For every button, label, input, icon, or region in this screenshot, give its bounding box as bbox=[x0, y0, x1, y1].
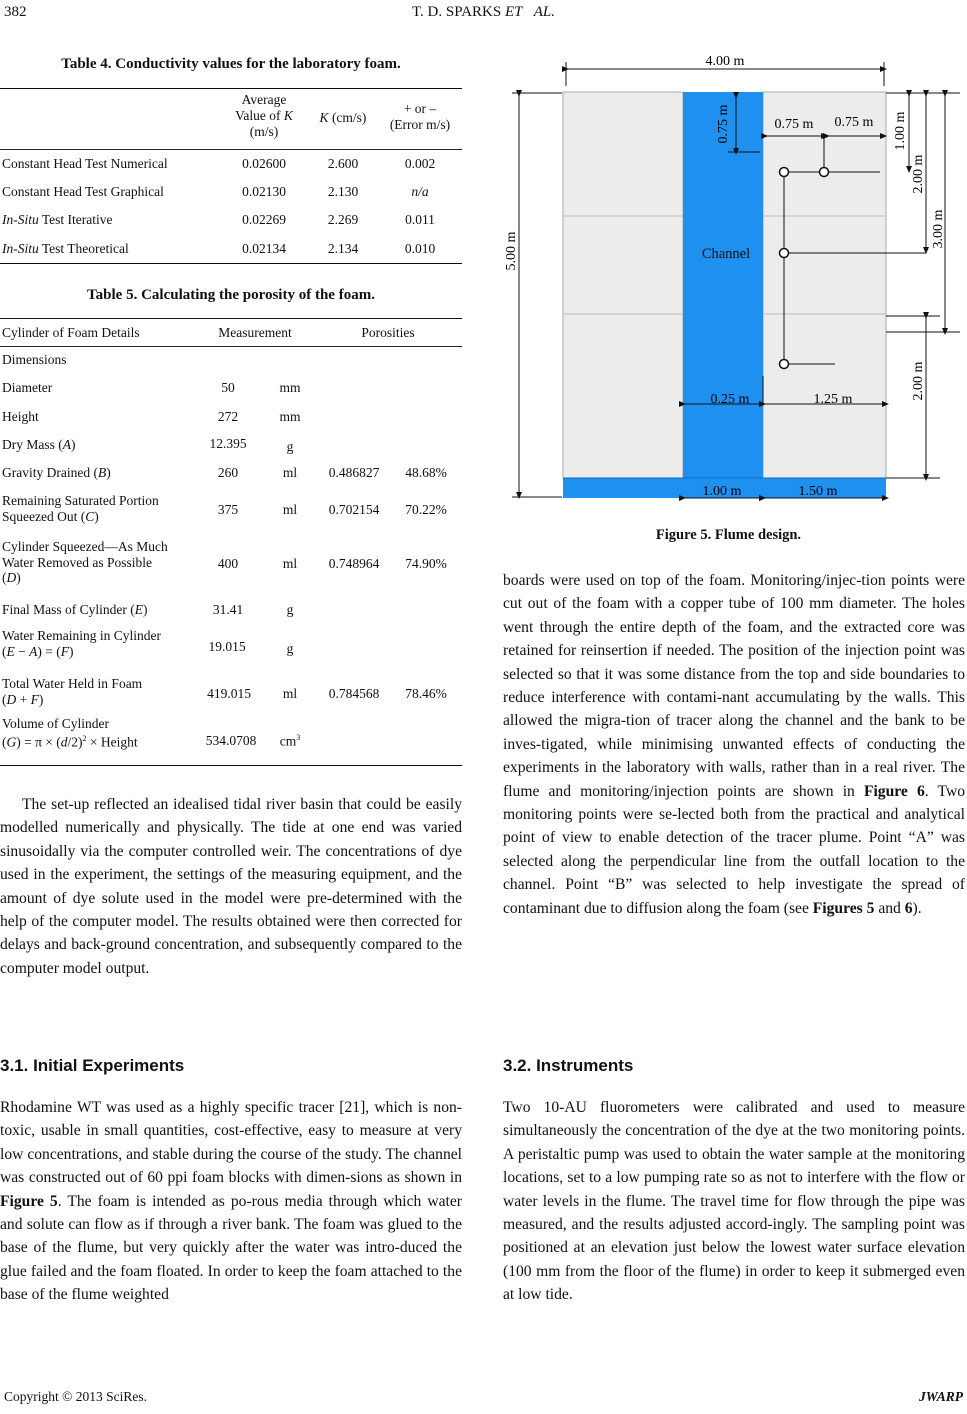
dim-right-w2: 0.75 m bbox=[834, 115, 874, 130]
table5-cell: 272 bbox=[217, 409, 239, 424]
table5-cell: 400 bbox=[217, 556, 239, 571]
table5-cell: ml bbox=[282, 686, 298, 701]
right-column-text bbox=[503, 1096, 965, 1307]
table4-cell: 0.02130 bbox=[242, 184, 286, 199]
table5-cell: 534.0708 bbox=[205, 733, 257, 748]
dim-right-h3: 3.00 m bbox=[931, 209, 946, 249]
foam-left bbox=[563, 92, 683, 478]
table5-cell: 70.22% bbox=[405, 502, 447, 517]
monitoring-point bbox=[780, 249, 789, 258]
table5-cell: mm bbox=[279, 409, 301, 424]
channel-label: Channel bbox=[701, 246, 751, 262]
table5-cell: 0.702154 bbox=[328, 502, 380, 517]
table5-cell: 12.395 bbox=[209, 436, 247, 451]
table5-row-label: Dry Mass (A) bbox=[2, 437, 76, 452]
table4-row-label: Constant Head Test Graphical bbox=[2, 184, 164, 199]
dim-right-h2: 2.00 m bbox=[911, 154, 926, 194]
figure-ref[interactable]: Figures 5 bbox=[812, 899, 875, 917]
page-number: 382 bbox=[4, 4, 27, 20]
figure-ref[interactable]: 6 bbox=[904, 899, 913, 917]
channel bbox=[683, 92, 763, 478]
monitoring-point bbox=[820, 168, 829, 177]
left-column-text bbox=[0, 1096, 462, 1307]
table5 bbox=[0, 0, 462, 770]
table4-row-label: In-Situ Test Theoretical bbox=[2, 241, 129, 256]
table5-cell: 0.486827 bbox=[328, 465, 380, 480]
table4-row-label: In-Situ Test Iterative bbox=[2, 212, 113, 227]
table4-caption: Table 4. Conductivity values for the laboratory foam. bbox=[61, 56, 401, 72]
table5-cell: 78.46% bbox=[405, 686, 447, 701]
table5-cell: g bbox=[286, 439, 294, 454]
table5-cell: ml bbox=[282, 556, 298, 571]
figure5-caption: Figure 5. Flume design. bbox=[655, 527, 802, 543]
table5-cell: 260 bbox=[217, 465, 239, 480]
copyright: Copyright © 2013 SciRes. bbox=[4, 1389, 148, 1404]
table4-cell: 0.02269 bbox=[242, 212, 286, 227]
table5-cell: 0.784568 bbox=[328, 686, 380, 701]
table4-cell: 0.011 bbox=[405, 212, 435, 227]
table5-cell: $cm^3$ bbox=[279, 733, 301, 749]
table5-cell: 419.015 bbox=[207, 686, 251, 701]
dim-top-width: 4.00 m bbox=[705, 54, 745, 69]
paragraph: boards were used on top of the foam. Monitoring/injec-tion points were cut out of the foam with a copper tube of 100 mm diameter. The holes went through the entire depth of the foam, and the extracted core was retained for reinsertion if needed. The position of the injection point was selected so that it was some distance from the top and side boundaries to reduce interference with contami-nant accumulating by the walls. This allowed the migra-tion of tracer along the channel and the bank to be inves-tigated, while minimising unwanted effects of conducting the experiments in the laboratory with walls, rather than in a real river. The flume and monitoring/injection points are shown in Figure 6. Two monitoring points were se-lected both from the practical and analytical point of view to enable detection of the tracer plume. Point “A” was selected along the perpendicular line from the outfall location to the channel. Point “B” was selected to help investigate the spread of contaminant due to diffusion along the foam (see Figures 5 and 6). bbox=[503, 572, 965, 917]
table4-cell: 2.134 bbox=[327, 241, 359, 256]
section-heading: 3.1. Initial Experiments bbox=[0, 1056, 185, 1075]
table4-col-k-cms: K (cm/s) bbox=[319, 110, 367, 125]
table5-header: Measurement bbox=[218, 325, 292, 340]
table4-row-label: Constant Head Test Numerical bbox=[2, 156, 168, 171]
section-heading: 3.2. Instruments bbox=[503, 1056, 634, 1075]
dim-left-height: 5.00 m bbox=[504, 231, 519, 271]
table5-row-label: Dimensions bbox=[2, 352, 67, 367]
table4-cell: 0.010 bbox=[404, 241, 436, 256]
table5-caption: Table 5. Calculating the porosity of the foam. bbox=[87, 287, 375, 303]
paragraph: Rhodamine WT was used as a highly specific tracer [21], which is non-toxic, usable in small quantities, cost-effective, easy to measure at very low concentrations, and stable during the course of the study. The channel was constructed out of 60 ppi foam blocks with dimen-sions as shown in Figure 5. The foam is intended as po-rous media through which water and solute can flow as if through a river bank. The foam was glued to the base of the flume, but very quickly after the water was intro-duced the glue failed and the foam floated. In order to keep the foam attached to the base of the flume weighted bbox=[0, 1099, 462, 1304]
table5-row-label: Remaining Saturated Portion Squeezed Out (C) bbox=[2, 493, 159, 524]
figure5-flume-diagram bbox=[490, 46, 967, 516]
table5-row-label: Cylinder Squeezed—As Much Water Removed as Possible (D) bbox=[2, 539, 168, 586]
table4-cell: 2.600 bbox=[327, 156, 359, 171]
paragraph: The set-up reflected an idealised tidal river basin that could be easily modelled numerically and physically. The tide at one end was varied sinusoidally via the computer controlled weir. The concentrations of dye used in the experiment, the settings of the measuring equipment, and the amount of dye solute used in the model were pre-determined with the help of the computer model. The results obtained were then corrected for delays and back-ground concentration, and subsequently compared to the computer model output. bbox=[0, 796, 462, 977]
table4-cell: 0.002 bbox=[404, 156, 436, 171]
table5-cell: 375 bbox=[217, 502, 239, 517]
table5-cell: ml bbox=[282, 502, 298, 517]
table4-cell: n/a bbox=[411, 184, 429, 199]
table5-row-label: Volume of Cylinder $(G) = \pi \times (d/2)^2$ × Height bbox=[2, 716, 138, 750]
table5-cell: 19.015 bbox=[208, 639, 246, 654]
monitoring-point bbox=[780, 360, 789, 369]
table5-row-label: Total Water Held in Foam (D + F) bbox=[2, 676, 143, 707]
table5-cell: 48.68% bbox=[405, 465, 447, 480]
dim-base-w1: 1.00 m bbox=[702, 484, 742, 499]
figure-ref[interactable]: Figure 5 bbox=[0, 1192, 58, 1210]
table5-header: Porosities bbox=[361, 325, 415, 340]
table4-cell: 0.02134 bbox=[242, 241, 286, 256]
dim-bottom-w1: 0.25 m bbox=[710, 392, 750, 407]
dim-right-h1: 1.00 m bbox=[893, 111, 908, 151]
dim-top-inset: 0.75 m bbox=[716, 104, 731, 144]
table5-cell: 74.90% bbox=[405, 556, 447, 571]
paragraph: Two 10-AU fluorometers were calibrated and used to measure simultaneously the concentration of the dye at the two monitoring points. A peristaltic pump was used to obtain the water sample at the monitoring locations, set to a low pumping rate so as not to interfere with the flow or water levels in the flume. The travel time for flow through the pipe was measured, and the results adjusted accord-ingly. The sampling point was positioned at an elevation just below the lowest water surface elevation (100 mm from the floor of the flume) in order to keep it submerged even at low tide. bbox=[503, 1099, 965, 1304]
table4-cell: 2.269 bbox=[327, 212, 359, 227]
table5-cell: 50 bbox=[221, 380, 235, 395]
table5-row-label: Water Remaining in Cylinder (E − A) = (F) bbox=[2, 628, 162, 659]
table5-row-label: Diameter bbox=[2, 380, 53, 395]
table4-cell: 2.130 bbox=[327, 184, 359, 199]
table5-cell: mm bbox=[279, 380, 301, 395]
table5-cell: ml bbox=[282, 465, 298, 480]
dim-right-w1: 0.75 m bbox=[774, 117, 814, 132]
table5-row-label: Final Mass of Cylinder (E) bbox=[2, 602, 148, 617]
table5-cell: g bbox=[286, 602, 294, 617]
table5-row-label: Gravity Drained (B) bbox=[2, 465, 111, 480]
dim-right-h4: 2.00 m bbox=[911, 361, 926, 401]
dim-bottom-w2: 1.25 m bbox=[813, 392, 853, 407]
journal-name: JWARP bbox=[918, 1389, 963, 1404]
table4-col-k-avg: Average Value of K (m/s) bbox=[235, 92, 293, 139]
table4-cell: 0.02600 bbox=[242, 156, 286, 171]
running-title: T. D. SPARKS ET AL. bbox=[412, 4, 555, 20]
table5-row-label: Height bbox=[2, 409, 39, 424]
injection-point bbox=[780, 168, 789, 177]
figure-ref[interactable]: Figure 6 bbox=[863, 782, 925, 800]
left-column-text bbox=[0, 793, 462, 980]
table5-cell: 0.748964 bbox=[328, 556, 380, 571]
table5-cell: g bbox=[286, 641, 294, 656]
right-column-text bbox=[503, 569, 965, 920]
table5-cell: 31.41 bbox=[212, 602, 244, 617]
table5-header: Cylinder of Foam Details bbox=[2, 325, 140, 340]
dim-base-w2: 1.50 m bbox=[798, 484, 838, 499]
table4-col-err: + or – (Error m/s) bbox=[389, 101, 451, 132]
